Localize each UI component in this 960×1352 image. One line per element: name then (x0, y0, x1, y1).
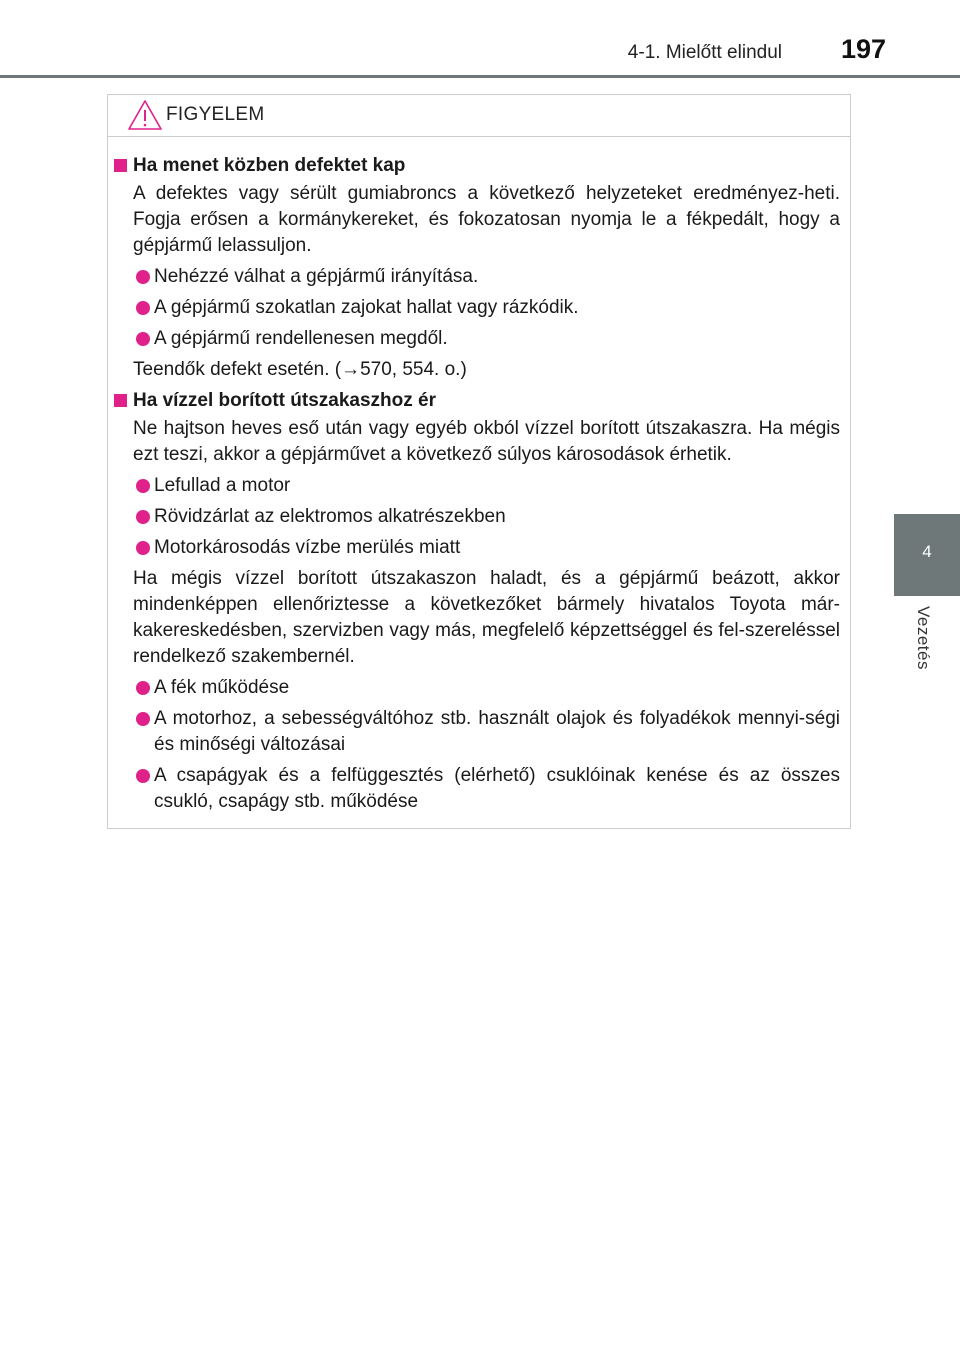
paragraph: A defektes vagy sérült gumiabroncs a következő helyzeteket eredményez-heti. Fogja erősen a kormánykereket, és fokozatosan nyomja le a fékpedált, hogy a gépjármű lelassuljon. (133, 183, 840, 256)
section-heading: Ha vízzel borított útszakaszhoz ér (108, 388, 850, 414)
dot-bullet-icon (136, 681, 150, 695)
dot-bullet-icon (136, 510, 150, 524)
warning-box (107, 94, 851, 829)
dot-bullet-icon (136, 332, 150, 346)
list-item: Rövidzárlat az elektromos alkatrészekben (133, 504, 840, 530)
list-item: A fék működése (133, 675, 840, 701)
section-title: 4-1. Mielőtt elindul (627, 42, 782, 63)
chapter-number: 4 (922, 542, 932, 561)
page-number: 197 (840, 34, 886, 64)
dot-bullet-icon (136, 301, 150, 315)
warning-content (108, 153, 850, 820)
dot-bullet-icon (136, 712, 150, 726)
warning-title: FIGYELEM (166, 104, 265, 125)
dot-bullet-icon (136, 769, 150, 783)
paragraph: Teendők defekt esetén. (→570, 554. o.) (133, 359, 467, 380)
warning-triangle-icon (127, 99, 163, 131)
list-item: Motorkárosodás vízbe merülés miatt (133, 535, 840, 561)
warning-header (108, 95, 850, 137)
paragraph: Ha mégis vízzel borított útszakaszon haladt, és a gépjármű beázott, akkor mindenképpen ellenőriztesse a következőket bármely hivatalos Toyota már-kakereskedésben, szervizben vagy más, megfelelő képzettséggel és fel-szereléssel rendelkező szakembernél. (133, 568, 840, 667)
list-item: Nehézzé válhat a gépjármű irányítása. (133, 264, 840, 290)
list-item: A csapágyak és a felfüggesztés (elérhető) csuklóinak kenése és az összes csukló, csapágy stb. működése (133, 763, 840, 815)
square-bullet-icon (114, 159, 127, 172)
chapter-label: Vezetés (914, 606, 933, 670)
dot-bullet-icon (136, 479, 150, 493)
header-rule (0, 75, 960, 78)
page-header (0, 0, 960, 80)
list-item: Lefullad a motor (133, 473, 840, 499)
paragraph: Ne hajtson heves eső után vagy egyéb okból vízzel borított útszakaszra. Ha mégis ezt teszi, akkor a gépjárművet a következő súlyos károsodások érhetik. (133, 418, 840, 465)
chapter-tab (894, 514, 960, 596)
dot-bullet-icon (136, 541, 150, 555)
square-bullet-icon (114, 394, 127, 407)
list-item: A gépjármű rendellenesen megdől. (133, 326, 840, 352)
list-item: A gépjármű szokatlan zajokat hallat vagy rázkódik. (133, 295, 840, 321)
dot-bullet-icon (136, 270, 150, 284)
list-item: A motorhoz, a sebességváltóhoz stb. használt olajok és folyadékok mennyi-ségi és minőségi változásai (133, 706, 840, 758)
section-heading: Ha menet közben defektet kap (108, 153, 850, 179)
